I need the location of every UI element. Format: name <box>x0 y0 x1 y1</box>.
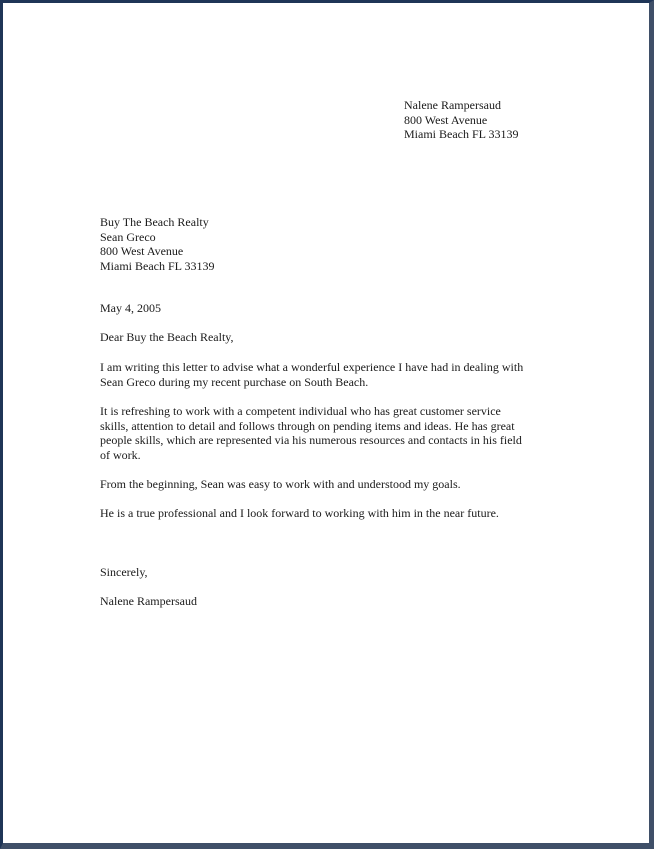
body-paragraph <box>100 404 522 462</box>
paragraph-line: It is refreshing to work with a competent individual who has great customer service <box>100 404 501 418</box>
paragraph-line: people skills, which are represented via his numerous resources and contacts in his field <box>100 433 522 448</box>
sender-address-block <box>404 98 519 142</box>
signature-name: Nalene Rampersaud <box>100 594 197 608</box>
recipient-address-block <box>100 215 215 273</box>
letter-date: May 4, 2005 <box>100 301 161 315</box>
body-paragraph <box>100 506 499 521</box>
recipient-contact: Sean Greco <box>100 229 156 244</box>
recipient-city: Miami Beach FL 33139 <box>100 258 215 273</box>
sender-city: Miami Beach FL 33139 <box>404 127 519 142</box>
sender-street: 800 West Avenue <box>404 112 488 127</box>
paragraph-line: Sean Greco during my recent purchase on South Beach. <box>100 374 369 389</box>
paragraph-line: skills, attention to detail and follows through on pending items and ideas. He has great <box>100 418 515 433</box>
body-paragraph <box>100 360 523 389</box>
recipient-street: 800 West Avenue <box>100 244 184 259</box>
salutation: Dear Buy the Beach Realty, <box>100 330 234 344</box>
paragraph-line: He is a true professional and I look forward to working with him in the near future. <box>100 506 499 520</box>
paragraph-line: I am writing this letter to advise what a wonderful experience I have had in dealing with <box>100 360 524 374</box>
paragraph-line: From the beginning, Sean was easy to work with and understood my goals. <box>100 477 461 491</box>
recipient-company: Buy The Beach Realty <box>100 215 209 229</box>
paragraph-line: of work. <box>100 447 141 462</box>
body-paragraph <box>100 477 461 492</box>
closing: Sincerely, <box>100 565 148 579</box>
sender-name: Nalene Rampersaud <box>404 98 501 112</box>
